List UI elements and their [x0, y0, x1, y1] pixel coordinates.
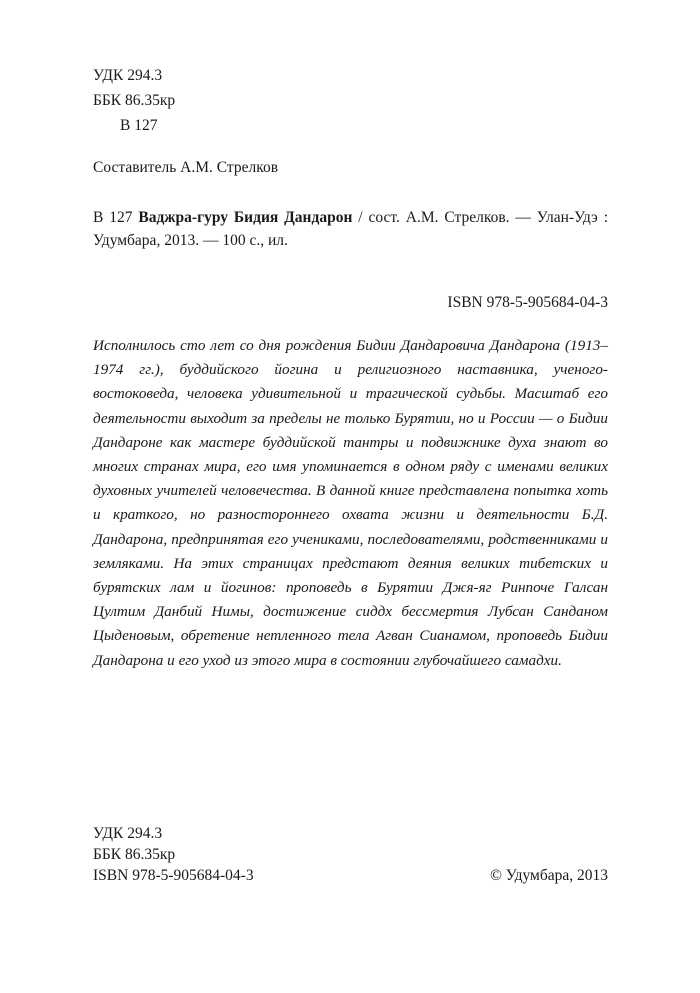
annotation-text: Исполнилось сто лет со дня рождения Бидии Дандаровича Дандарона (1913–1974 гг.), буддийского йогина и религиозного наставника, ученого-востоковеда, человека удивительной и трагической судьбы. Масштаб его деятельности выходит за пределы не только Бурятии, но и России — о Бидии Дандароне как мастере буддийской тантры и подвижнике духа знают во многих странах мира, его имя упоминается в одном ряду с именами великих духовных учителей человечества. В данной книге представлена попытка хоть и краткого, но разностороннего охвата жизни и деятельности Б.Д. Дандарона, предпринятая его учениками, последователями, родственниками и земляками. На этих страницах предстают деяния великих тибетских и бурятских лам и йогинов: проповедь в Бурятии Джя-яг Ринпоче Галсан Цултим Данбий Нимы, достижение сиддх бессмертия Лубсан Санданом Цыденовым, обретение нетленного тела Агван Сианамом, проповедь Бидии Дандарона и его уход из этого мира в состоянии глубочайшего самадхи. [93, 337, 608, 669]
isbn: ISBN 978-5-905684-04-3 [447, 294, 608, 311]
compiler-line: Составитель А.М. Стрелков [93, 159, 279, 176]
book-title: Ваджра-гуру Бидия Дандарон [138, 209, 353, 226]
footer-udk-code: УДК 294.3 [93, 825, 163, 842]
udk-code: УДК 294.3 [93, 67, 163, 84]
footer-isbn: ISBN 978-5-905684-04-3 [93, 867, 254, 884]
bibliographic-record [93, 206, 608, 252]
biblio-details: / сост. А.М. Стрелков. — Улан-Удэ : Удумбара, 2013. — 100 с., ил. [93, 209, 609, 249]
author-mark: В 127 [120, 117, 158, 134]
bbk-code: ББК 86.35кр [93, 92, 176, 109]
biblio-prefix: В 127 [93, 209, 133, 226]
copyright-notice: © Удумбара, 2013 [490, 867, 608, 884]
footer-bbk-code: ББК 86.35кр [93, 846, 176, 863]
